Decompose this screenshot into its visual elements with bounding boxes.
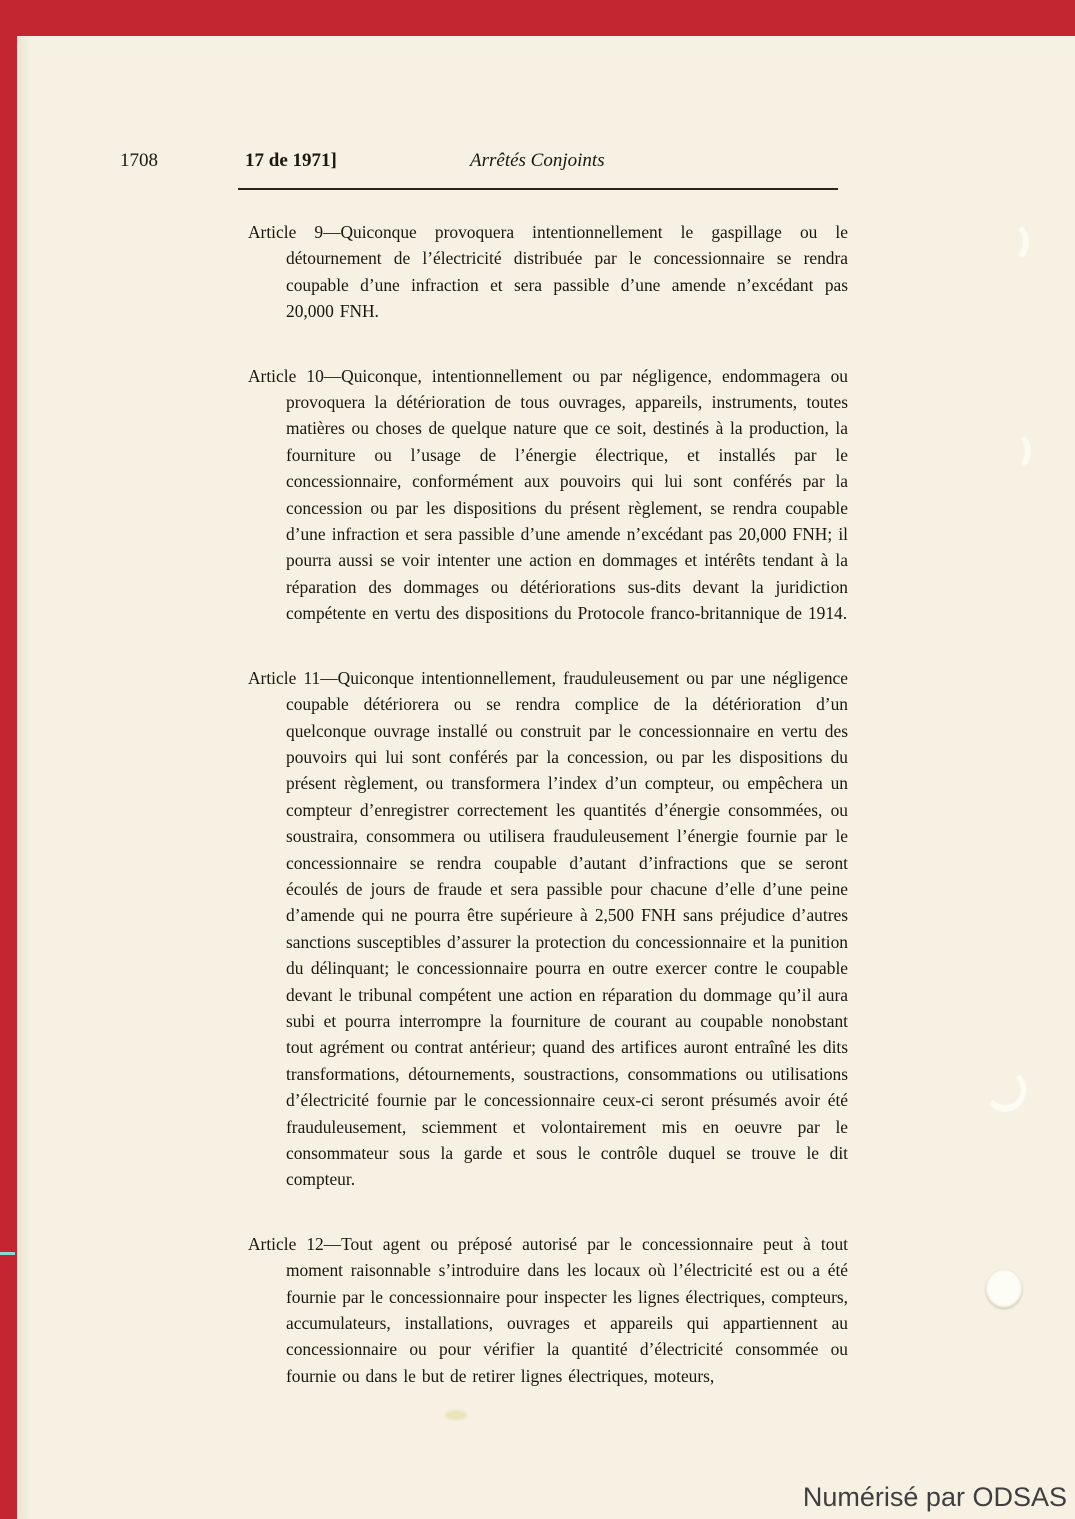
- running-title: Arrêtés Conjoints: [470, 150, 605, 171]
- scan-edge-top: [0, 0, 1075, 36]
- scan-artifact-cyan: [0, 1252, 15, 1255]
- scan-edge-left: [0, 0, 17, 1519]
- punch-hole-2: [992, 430, 1031, 472]
- punch-hole-3: [984, 1068, 1026, 1112]
- scan-edge-left-shadow: [17, 36, 31, 1519]
- article-10-paragraph: Article 10—Quiconque, intentionnellement ou par négligence, endommagera ou provoquera la détérioration de tous ouvrages, appareils, instruments, toutes matières ou choses de quelque nature que ce soit, destinés à la production, la fourniture ou l’usage de l’énergie électrique, et installés par le concessionnaire, conformément aux pouvoirs qui lui sont conférés par la concession ou par les dispositions du présent règlement, se rendra coupable d’une infraction et sera passible d’une amende n’excédant pas 20,000 FNH; il pourra aussi se voir intenter une action en dommages et intérêts tendant à la réparation des dommages ou détériorations sus-dits devant la juridiction compétente en vertu des dispositions du Protocole franco-britannique de 1914.: [248, 365, 848, 624]
- punch-hole-1: [988, 220, 1029, 264]
- header-rule: [238, 188, 838, 190]
- scan-artifact-smudge: [445, 1410, 467, 1420]
- punch-hole-4: [986, 1270, 1022, 1308]
- page-number: 1708: [120, 150, 158, 171]
- article-9-paragraph: Article 9—Quiconque provoquera intentionnellement le gaspillage ou le détournement de l’électricité distribuée par le concessionnaire se rendra coupable d’une infraction et sera passible d’une amende n’excédant pas 20,000 FNH.: [248, 222, 848, 322]
- article-12-paragraph: Article 12—Tout agent ou préposé autorisé par le concessionnaire peut à tout moment raisonnable s’introduire dans les locaux où l’électricité est ou a été fournie par le concessionnaire pour inspecter les lignes électriques, compteurs, accumulateurs, installations, ouvrages et appareils qui appartiennent au concessionnaire ou pour vérifier la quantité d’électricité consommée ou fournie ou dans le but de retirer lignes électriques, moteurs,: [248, 1233, 848, 1386]
- issue-reference: 17 de 1971]: [245, 150, 337, 171]
- scan-credit: Numérisé par ODSAS: [802, 1482, 1067, 1512]
- article-11-paragraph: Article 11—Quiconque intentionnellement, frauduleusement ou par une négligence coupable détériorera ou se rendra complice de la détérioration d’un quelconque ouvrage installé ou construit par le concessionnaire en vertu des pouvoirs qui lui sont conférés par la concession, ou par les dispositions du présent règlement, ou transformera l’index d’un compteur, ou empêchera un compteur d’enregistrer correctement les quantités d’énergie consommées, ou soustraira, consommera ou utilisera frauduleusement l’énergie fournie par le concessionnaire se rendra coupable d’autant d’infractions que se seront écoulés de jours de fraude et sera passible pour chacune d’elle d’une peine d’amende qui ne pourra être supérieure à 2,500 FNH sans préjudice d’autres sanctions susceptibles d’assurer la protection du concessionnaire et la punition du délinquant; le concessionnaire pourra en outre exercer contre le coupable devant le tribunal compétent une action en réparation du dommage qu’il aura subi et pourra interrompre la fourniture de courant au coupable nonobstant tout agrément ou contrat antérieur; quand des artifices auront entraîné les dits transformations, détournements, soustractions, consommations ou utilisations d’électricité fournie par le concessionnaire ceux-ci seront présumés avoir été frauduleusement, sciemment et volontairement mis en oeuvre par le consommateur sous la garde et sous le contrôle duquel se trouve le dit compteur.: [248, 667, 848, 1190]
- document-body: [248, 219, 848, 1427]
